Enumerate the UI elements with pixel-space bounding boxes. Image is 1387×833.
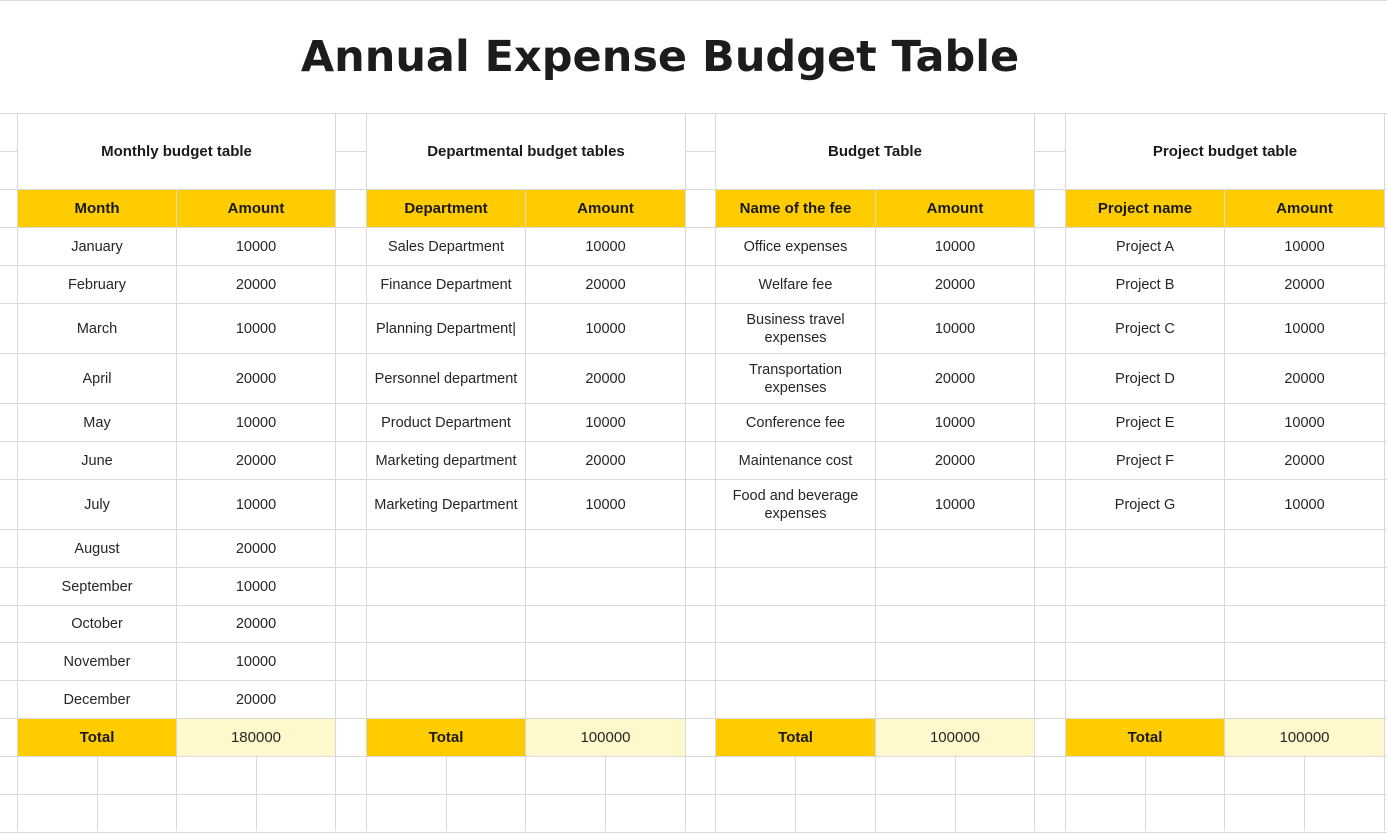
- row-label-cell[interactable]: January: [71, 238, 123, 255]
- grid-line: [1145, 756, 1146, 831]
- row-label-cell[interactable]: Finance Department: [380, 276, 512, 293]
- grid-line: [0, 756, 1387, 757]
- grid-line: [0, 0, 1387, 1]
- row-label-cell[interactable]: August: [74, 540, 120, 557]
- row-label-cell[interactable]: May: [83, 414, 111, 431]
- row-label-cell[interactable]: October: [71, 616, 123, 632]
- grid-line: [335, 113, 336, 831]
- amount-cell[interactable]: 10000: [585, 238, 626, 255]
- amount-cell[interactable]: 10000: [235, 414, 277, 431]
- amount-cell[interactable]: 10000: [235, 238, 277, 255]
- amount-cell[interactable]: 20000: [235, 370, 277, 387]
- row-label-cell[interactable]: February: [67, 276, 127, 293]
- amount-cell[interactable]: 10000: [585, 414, 626, 431]
- amount-cell[interactable]: 10000: [1284, 320, 1325, 337]
- row-label-cell[interactable]: Project G: [1114, 496, 1176, 513]
- amount-cell[interactable]: 20000: [235, 276, 277, 293]
- grid-line: [955, 756, 956, 831]
- amount-cell[interactable]: 20000: [235, 452, 277, 469]
- amount-cell[interactable]: 10000: [934, 238, 976, 255]
- total-value-cell[interactable]: 100000: [1225, 719, 1384, 756]
- column-header[interactable]: Project name: [1066, 190, 1224, 227]
- grid-line: [685, 151, 715, 152]
- amount-cell[interactable]: 10000: [585, 320, 626, 337]
- amount-cell[interactable]: 20000: [585, 452, 626, 469]
- amount-cell[interactable]: 10000: [585, 496, 626, 513]
- row-label-cell[interactable]: Project B: [1115, 276, 1175, 293]
- row-label-cell[interactable]: Maintenance cost: [738, 452, 853, 469]
- row-label-cell[interactable]: June: [81, 452, 113, 469]
- amount-cell[interactable]: 10000: [235, 578, 277, 595]
- section-title[interactable]: Monthly budget table: [18, 114, 335, 189]
- row-label-cell[interactable]: November: [63, 653, 131, 670]
- row-label-cell[interactable]: March: [76, 320, 118, 337]
- grid-line: [1384, 113, 1385, 831]
- amount-cell[interactable]: 10000: [934, 414, 976, 431]
- row-label-cell[interactable]: Personnel department: [374, 370, 518, 387]
- row-label-cell[interactable]: Conference fee: [745, 414, 846, 431]
- row-label-cell[interactable]: Transportation expenses: [749, 361, 842, 396]
- row-label-cell[interactable]: Marketing Department: [374, 496, 518, 513]
- row-label-cell[interactable]: Project D: [1115, 370, 1175, 387]
- row-label-cell[interactable]: Business travel expenses: [746, 311, 845, 346]
- grid-line: [795, 756, 796, 831]
- row-label-cell[interactable]: Project A: [1115, 238, 1175, 255]
- row-label-cell[interactable]: September: [61, 578, 133, 595]
- total-label-cell[interactable]: Total: [1066, 719, 1224, 756]
- grid-line: [0, 794, 1387, 795]
- grid-line: [97, 756, 98, 831]
- amount-cell[interactable]: 10000: [934, 320, 976, 337]
- row-label-cell[interactable]: Project C: [1115, 320, 1175, 337]
- grid-line: [256, 756, 257, 831]
- grid-line: [685, 113, 686, 831]
- row-label-cell[interactable]: Project F: [1115, 452, 1174, 469]
- grid-line: [1034, 113, 1035, 831]
- grid-line: [1304, 756, 1305, 831]
- grid-line: [605, 756, 606, 831]
- column-header[interactable]: Name of the fee: [716, 190, 875, 227]
- row-label-cell[interactable]: Product Department: [381, 414, 511, 431]
- amount-cell[interactable]: 10000: [934, 496, 976, 513]
- total-label-cell[interactable]: Total: [367, 719, 525, 756]
- row-label-cell[interactable]: Project E: [1115, 414, 1175, 431]
- column-header[interactable]: Department: [367, 190, 525, 227]
- row-label-cell[interactable]: December: [63, 691, 131, 708]
- amount-cell[interactable]: 20000: [934, 276, 976, 293]
- grid-line: [446, 756, 447, 831]
- page-title: Annual Expense Budget Table: [300, 31, 1020, 82]
- amount-cell[interactable]: 20000: [585, 370, 626, 387]
- row-label-cell[interactable]: Food and beverage expenses: [732, 487, 859, 522]
- amount-cell[interactable]: 20000: [235, 540, 277, 557]
- row-label-cell[interactable]: Office expenses: [743, 238, 848, 255]
- amount-cell[interactable]: 20000: [934, 452, 976, 469]
- grid-line: [1034, 151, 1065, 152]
- amount-cell[interactable]: 20000: [585, 276, 626, 293]
- amount-cell[interactable]: 20000: [1284, 370, 1325, 387]
- amount-cell[interactable]: 20000: [934, 370, 976, 387]
- column-header[interactable]: Month: [18, 190, 176, 227]
- amount-cell[interactable]: 10000: [1284, 414, 1325, 431]
- total-label-cell[interactable]: Total: [716, 719, 875, 756]
- total-value-cell[interactable]: 180000: [177, 719, 335, 756]
- amount-cell[interactable]: 20000: [235, 616, 277, 632]
- grid-line: [335, 151, 366, 152]
- grid-line: [0, 151, 17, 152]
- column-header[interactable]: Amount: [526, 190, 685, 227]
- section-title[interactable]: Departmental budget tables: [367, 114, 685, 189]
- total-value-cell[interactable]: 100000: [876, 719, 1034, 756]
- total-value-cell[interactable]: 100000: [526, 719, 685, 756]
- section-title[interactable]: Project budget table: [1066, 114, 1384, 189]
- amount-cell[interactable]: 10000: [235, 653, 277, 670]
- total-label-cell[interactable]: Total: [18, 719, 176, 756]
- column-header[interactable]: Amount: [1225, 190, 1384, 227]
- row-label-cell[interactable]: Sales Department: [387, 238, 505, 255]
- column-header[interactable]: Amount: [177, 190, 335, 227]
- row-label-cell[interactable]: July: [84, 496, 110, 513]
- amount-cell[interactable]: 10000: [235, 496, 277, 513]
- row-label-cell[interactable]: Marketing department: [375, 452, 517, 469]
- section-title[interactable]: Budget Table: [716, 114, 1034, 189]
- amount-cell[interactable]: 10000: [235, 320, 277, 337]
- amount-cell[interactable]: 20000: [235, 691, 277, 708]
- amount-cell[interactable]: 20000: [1284, 276, 1325, 293]
- amount-cell[interactable]: 20000: [1284, 452, 1325, 469]
- row-label-cell[interactable]: April: [82, 370, 112, 387]
- amount-cell[interactable]: 10000: [1284, 496, 1325, 513]
- row-label-cell[interactable]: Welfare fee: [758, 276, 833, 293]
- row-label-cell[interactable]: Planning Department|: [376, 320, 516, 337]
- column-header[interactable]: Amount: [876, 190, 1034, 227]
- amount-cell[interactable]: 10000: [1284, 238, 1325, 255]
